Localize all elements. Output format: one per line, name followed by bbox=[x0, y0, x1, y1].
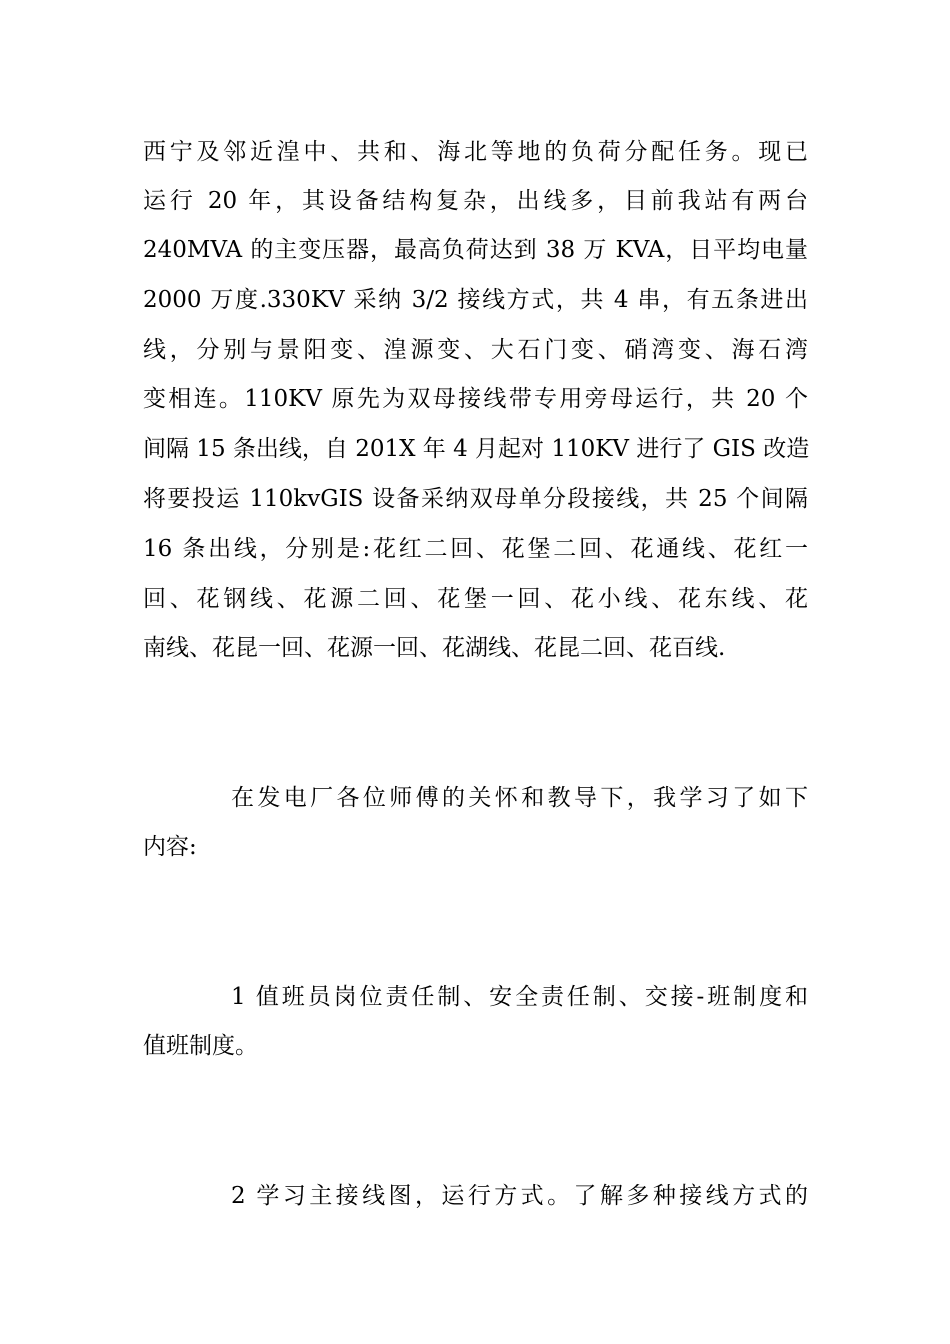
text-line: 将要投运 110kvGIS 设备采纳双母单分段接线，共 25 个间隔 bbox=[143, 486, 808, 512]
text-line: 运行 20 年，其设备结构复杂，出线多，目前我站有两台 bbox=[143, 188, 808, 214]
text-line: 间隔 15 条出线，自 201X 年 4 月起对 110KV 进行了 GIS 改造 bbox=[143, 436, 810, 462]
text-line: 内容: bbox=[143, 834, 197, 860]
text-line: 2000 万度.330KV 采纳 3/2 接线方式，共 4 串，有五条进出 bbox=[143, 287, 808, 313]
text-line: 线，分别与景阳变、湟源变、大石门变、硝湾变、海石湾 bbox=[143, 337, 808, 363]
text-line: 240MVA 的主变压器，最高负荷达到 38 万 KVA，日平均电量 bbox=[143, 237, 808, 263]
text-line: 值班制度。 bbox=[143, 1033, 258, 1059]
text-line: 南线、花昆一回、花源一回、花湖线、花昆二回、花百线. bbox=[143, 635, 726, 661]
text-line: 在发电厂各位师傅的关怀和教导下，我学习了如下 bbox=[231, 785, 808, 811]
text-line: 1 值班员岗位责任制、安全责任制、交接-班制度和 bbox=[231, 984, 808, 1010]
document-page bbox=[143, 0, 808, 1344]
text-line: 16 条出线，分别是:花红二回、花堡二回、花通线、花红一 bbox=[143, 536, 808, 562]
text-line: 变相连。110KV 原先为双母接线带专用旁母运行，共 20 个 bbox=[143, 386, 808, 412]
text-line: 西宁及邻近湟中、共和、海北等地的负荷分配任务。现已 bbox=[143, 139, 808, 165]
text-line: 回、花钢线、花源二回、花堡一回、花小线、花东线、花 bbox=[143, 586, 808, 612]
text-line: 2 学习主接线图，运行方式。了解多种接线方式的 bbox=[231, 1183, 808, 1209]
